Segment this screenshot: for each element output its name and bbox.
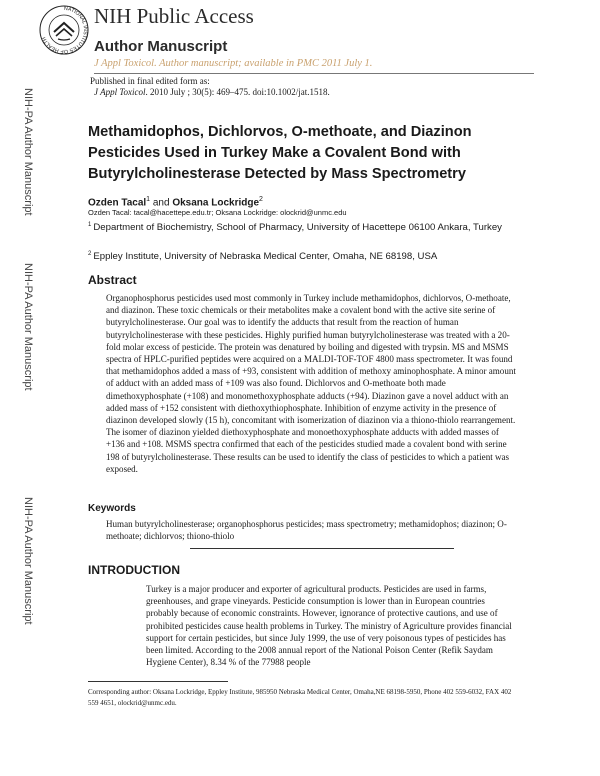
affiliation-text: Eppley Institute, University of Nebraska Medical Center, Omaha, NE 68198, USA (93, 251, 438, 262)
abstract-text: Organophosphorus pesticides used most commonly in Turkey include methamidophos, dichlorvos, O-methoate, and diazinon. These toxic chemicals or their metabolites make a covalent bond with the active site serine of butyrylcholinesterase. Our goal was to identify the adducts that result from the reaction of human butyrylcholinesterase with these pesticides. Highly purified human butyrylcholinesterase was treated with a 20-fold molar excess of pesticide. The protein was denatured by boiling and digested with trypsin. MS and MSMS spectra of HPLC-purified peptides were acquired on a MALDI-TOF-TOF 4800 mass spectrometer. It was found that methamidophos added a mass of +93, consistent with addition of methoxy aminophosphate. A minor amount of adduct with an added mass of +109 was also found. Dichlorvos and O-methoate both made dimethoxyphosphate (+108) and monomethoxyphosphate adducts (+94). Diazinon gave a novel adduct with an added mass of +152 consistent with diethoxythiophosphate. Inhibition of enzyme activity in the presence of diazinon developed slowly (15 h), concomitant with isomerization of diazinon via a thiono-thiolo rearrangement. The isomer of diazinon yielded diethoxyphosphate and monoethoxyphosphate adducts with added masses of +136 and +108. MSMS spectra confirmed that each of the pesticides studied made a covalent bond with serine 198 of butyrylcholinesterase. These results can be used to identify the class of pesticides to which a patient was exposed. (106, 293, 516, 474)
author-name: Oksana Lockridge (172, 197, 260, 209)
author-affiliation-mark: 2 (259, 196, 263, 203)
section-divider (190, 548, 454, 549)
author-name: Ozden Tacal (88, 197, 147, 209)
introduction-text: Turkey is a major producer and exporter of agricultural products. Pesticides are used in farms, greenhouses, and grape vineyards. Pesticide consumption is lower than in European countries probably because of economic constraints. However, ignorance of protective cautions, and use of prohibited pesticides cause health problems in Turkey. The ministry of Agriculture provides financial support for certain pesticides, but since July 1999, the use of very poisonous types of pesticides has been limited. According to the 2008 annual report of the National Poison Center (Refik Saydam Hygiene Center), 8.34 % of the 77988 people (146, 584, 512, 668)
logo-ring-text: NATIONAL INSTITUTES OF HEALTH (41, 5, 89, 55)
affiliation (88, 219, 518, 235)
nih-logo-icon (38, 4, 90, 56)
affiliation-number: 1 (88, 222, 92, 228)
author-emails: Ozden Tacal: tacal@hacettepe.edu.tr; Oksana Lockridge: olockrid@unmc.edu (88, 208, 347, 217)
affiliation-number: 2 (88, 251, 92, 257)
publication-citation (90, 87, 330, 98)
keywords-heading: Keywords (88, 503, 136, 514)
affiliation (88, 248, 518, 264)
header-title: NIH Public Access (94, 4, 254, 28)
author-separator: and (152, 197, 170, 209)
author-list (88, 193, 263, 209)
side-label: NIH-PA Author Manuscript (22, 497, 34, 625)
side-label: NIH-PA Author Manuscript (22, 88, 34, 216)
author-affiliation-mark: 1 (146, 196, 151, 203)
footnote-divider (88, 681, 228, 682)
introduction-heading: INTRODUCTION (88, 563, 180, 577)
published-label: Published in final edited form as: (90, 76, 210, 86)
keywords-text: Human butyrylcholinesterase; organophosphorus pesticides; mass spectrometry; methamidophos; diazinon; O-methoate; dichlorvos; thiono-thiolo (106, 519, 507, 542)
abstract-heading: Abstract (88, 273, 137, 287)
citation-details: . 2010 July ; 30(5): 469–475. doi:10.1002/jat.1518. (145, 87, 330, 97)
corresponding-author-footnote: Corresponding author: Oksana Lockridge, Eppley Institute, 985950 Nebraska Medical Center, Omaha,NE 68198-5950, Phone 402 559-6032, FAX 402 559 4651, olockrid@unmc.edu. (88, 688, 512, 707)
header-availability-note: J Appl Toxicol. Author manuscript; available in PMC 2011 July 1. (94, 58, 373, 69)
header-divider (94, 73, 534, 74)
side-label: NIH-PA Author Manuscript (22, 263, 34, 391)
header-subtitle: Author Manuscript (94, 38, 228, 55)
affiliation-text: Department of Biochemistry, School of Pharmacy, University of Hacettepe 06100 Ankara, Turkey (93, 222, 502, 233)
journal-name: J Appl Toxicol (94, 87, 146, 97)
article-title: Methamidophos, Dichlorvos, O-methoate, and Diazinon Pesticides Used in Turkey Make a Covalent Bond with Butyrylcholinesterase Detected by Mass Spectrometry (88, 124, 472, 182)
